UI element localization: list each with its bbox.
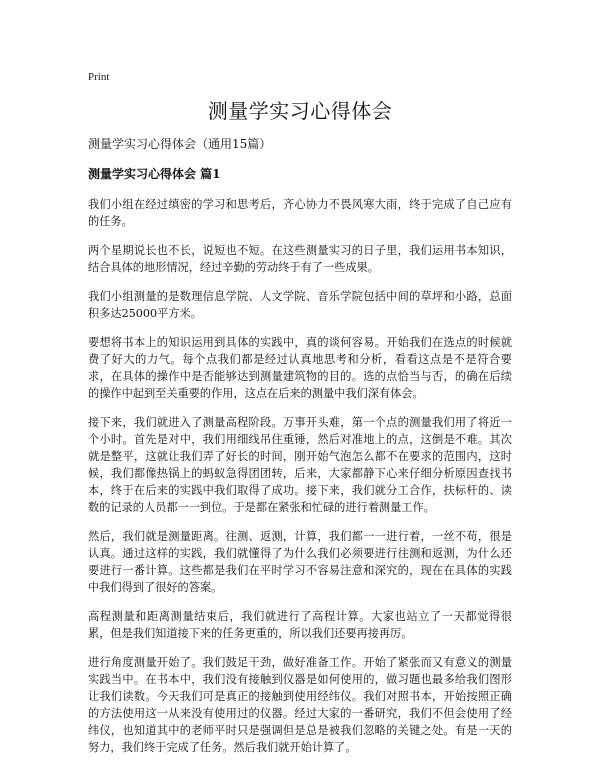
print-label[interactable]: Print: [88, 71, 110, 83]
paragraph-5: 接下来，我们就进入了测量高程阶段。万事开头难，第一个点的测量我们用了将近一个小时。首先是对中，我们用细线吊住重锤，然后对准地上的点，这倒是不难。其次就是整平，这就让我们弄了好长的时间，刚开始气泡怎么都不在要求的范围内，这时候，我们都像热锅上的蚂蚁急得团团转，后来，大家都静下心来仔细分析原因查找书本，终于在后来的实践中我们取得了成功。接下来，我们就分工合作，扶标杆的、读数的记录的人员都一一到位。于是都在紧张和忙碌的进行着测量工作。: [88, 416, 512, 514]
document-title: 测量学实习心得体会: [207, 99, 393, 123]
section-heading: 测量学实习心得体会 篇1: [88, 167, 221, 181]
paragraph-2: 两个星期说长也不长，说短也不短。在这些测量实习的日子里，我们运用书本知识，结合具体的地形情况，经过辛勤的劳动终于有了一些成果。: [88, 244, 512, 274]
paragraph-7: 高程测量和距离测量结束后，我们就进行了高程计算。大家也站立了一天都觉得很累，但是我们知道接下来的任务更重的，所以我们还要再接再厉。: [88, 610, 512, 640]
paragraph-1: 我们小组在经过缜密的学习和思考后，齐心协力不畏风寒大雨，终于完成了自己应有的任务。: [88, 198, 512, 228]
paragraph-3: 我们小组测量的是数理信息学院、人文学院、音乐学院包括中间的草坪和小路，总面积多达25000平方米。: [88, 290, 512, 320]
paragraph-8: 进行角度测量开始了。我们鼓足干劲，做好准备工作。开始了紧张而又有意义的测量实践当中。在书本中，我们没有接触到仪器是如何使用的，做习题也最多给我们图形让我们读数。今天我们可是真正的接触到使用经纬仪。我们对照书本，开始按照正确的方法使用这一从来没有使用过的仪器。经过大家的一番研究，我们不但会使用了经纬仪，也知道其中的老师平时只是强调但是总是被我们忽略的关键之处。有是一天的努力，我们终于完成了任务。然后我们就开始计算了。: [88, 656, 512, 754]
document-subtitle: 测量学实习心得体会（通用15篇）: [88, 137, 272, 151]
paragraph-4: 要想将书本上的知识运用到具体的实践中，真的谈何容易。开始我们在选点的时候就费了好大的力气。每个点我们都是经过认真地思考和分析，看看这点是不是符合要求，在具体的操作中是否能够达到测量建筑物的目的。选的点恰当与否，的确在后续的操作中起到至关重要的作用，这点在后来的测量中我们深有体会。: [88, 336, 512, 400]
paragraph-6: 然后，我们就是测量距离。往测、返测，计算，我们都一一进行着，一丝不苟，很是认真。通过这样的实践，我们就懂得了为什么我们必须要进行往测和返测，为什么还要进行一番计算。这些都是我们在平时学习不容易注意和深究的，现在在具体的实践中我们得到了很好的答案。: [88, 530, 512, 594]
